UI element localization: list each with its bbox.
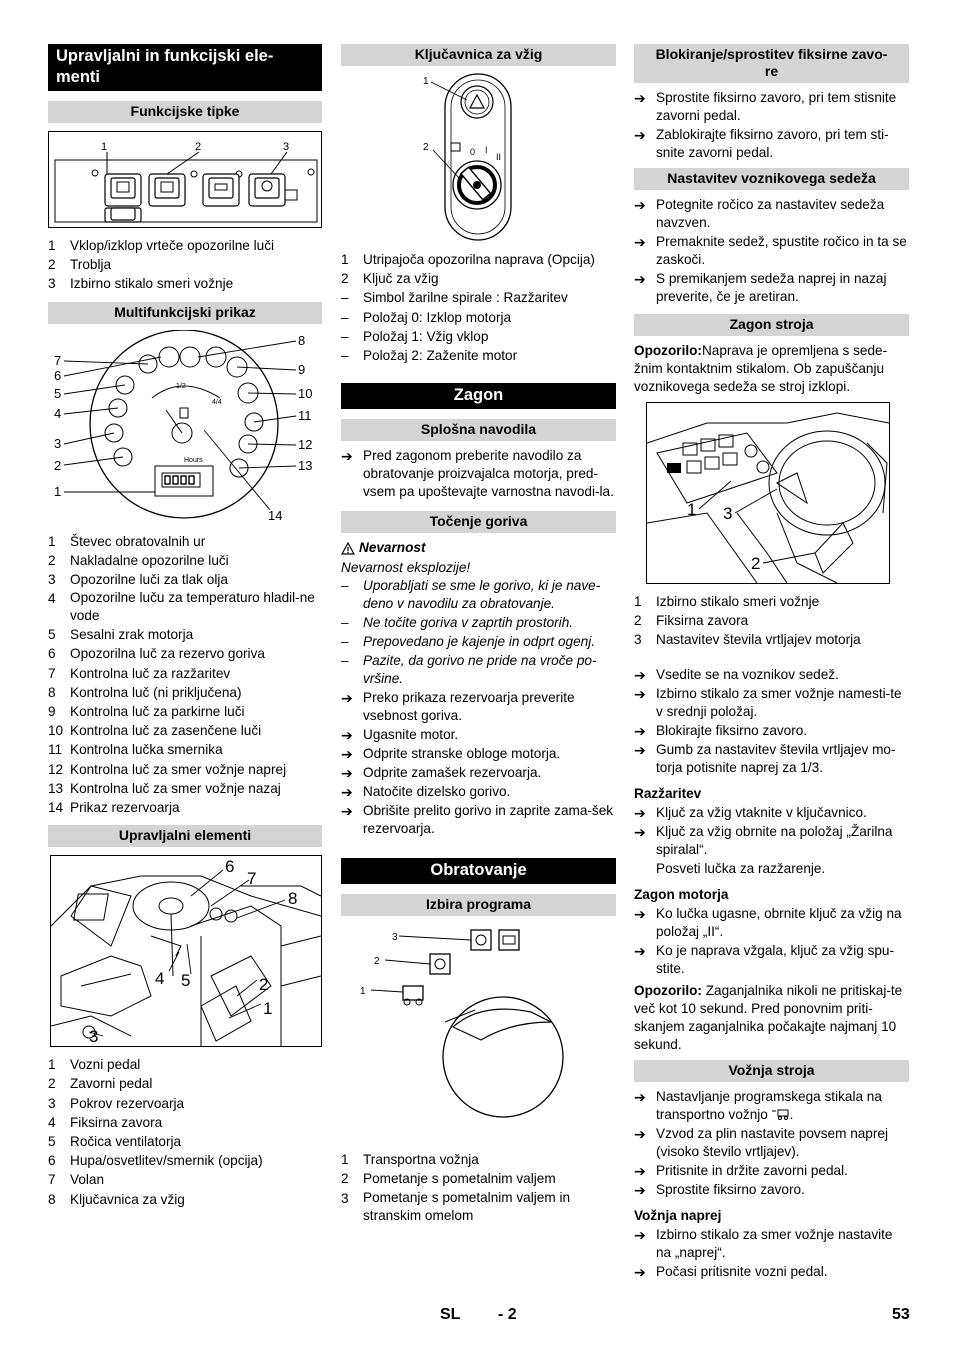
gauge-full-label: 4/4 — [212, 398, 222, 406]
arrow-right-icon: ➔ — [341, 448, 353, 465]
callout-1: 1 — [423, 76, 429, 87]
callout-9: 9 — [298, 361, 306, 377]
heading-general: Splošna navodila — [341, 419, 616, 441]
note-seat-switch: Opozorilo:Naprava je opremljena s sede-žnim kontaktnim stikalom. Ob zapuščanju voznikovega sedeža se stroj izklopi. — [634, 343, 888, 394]
arrow-right-icon: ➔ — [634, 90, 646, 106]
callout-13: 13 — [298, 457, 313, 473]
callout-6: 6 — [225, 857, 235, 877]
arrow-right-icon: ➔ — [634, 234, 646, 250]
arrow-right-icon: ➔ — [634, 1088, 646, 1105]
figure-ignition — [341, 70, 616, 242]
multi-display-illustration — [48, 330, 322, 524]
callout-6: 6 — [54, 367, 62, 383]
label-forward: Vožnja naprej — [634, 1207, 722, 1223]
callout-2: 2 — [751, 554, 761, 573]
note-starter: Opozorilo: Zaganjalnika nikoli ne pritiskaj-te več kot 10 sekund. Pred ponovnim priti-skanjem zaganjalnika počakajte najmanj 10 sekund. — [634, 982, 903, 1052]
callout-2: 2 — [195, 141, 202, 153]
callout-12: 12 — [298, 436, 313, 452]
heading-seat: Nastavitev voznikovega sedeža — [634, 168, 909, 190]
callout-7: 7 — [54, 352, 62, 368]
callout-2: 2 — [423, 142, 429, 153]
callout-8: 8 — [288, 889, 298, 909]
hours-label: Hours — [184, 456, 203, 464]
multi-display-list: 1 Števec obratovalnih ur 2 Nakladalne opozorilne luči 3 Opozorilne luči za tlak olja 4 Opozorilne luču za temperaturo hladil-ne vode 5 Sesalni zrak motorja 6 Opozorilna luč za rezervo goriva 7 Kontrolna luč za razžaritev 8 Kontrolna luč (ni priključena) 9 Kontrolna luč za parkirne luči 10 Kontrolna luč za zasenčene luči 11 Kontrolna lučka smernika 12 Kontrolna luč za smer vožnje naprej 13 Kontrolna luč za smer vožnje nazaj 14 Prikaz rezervoarja — [48, 533, 315, 816]
arrow-right-icon: ➔ — [634, 127, 646, 143]
arrow-right-icon: ➔ — [341, 803, 353, 820]
column-2 — [341, 44, 616, 1225]
label-engine-start: Zagon motorja — [634, 886, 729, 902]
transport-drive-icon — [772, 1109, 790, 1120]
callout-2: 2 — [54, 457, 62, 473]
danger-title: Nevarnost — [341, 539, 616, 557]
step: ➔ Pred zagonom preberite navodilo za obratovanje proizvajalca motorja, pred-vsem pa upoštevajte varnostna navodi-la. — [341, 448, 614, 500]
key-position-1: I — [485, 145, 488, 155]
function-keys-list: 1 Vklop/izklop vrteče opozorilne luči 2 Troblja 3 Izbirno stikalo smeri vožnje — [48, 238, 275, 292]
section-title-operation: Obratovanje — [341, 858, 616, 884]
arrow-right-icon: ➔ — [634, 1263, 646, 1280]
arrow-right-icon: ➔ — [634, 1226, 646, 1243]
function-keys-illustration — [49, 132, 321, 227]
key-position-2: II — [496, 152, 502, 162]
program-selector-illustration — [341, 922, 616, 1142]
callout-3: 3 — [54, 435, 62, 451]
arrow-right-icon: ➔ — [341, 727, 353, 744]
callout-8: 8 — [298, 332, 306, 348]
heading-driving: Vožnja stroja — [634, 1060, 909, 1082]
arrow-right-icon: ➔ — [341, 784, 353, 801]
arrow-right-icon: ➔ — [634, 1125, 646, 1142]
label-preheat: Razžaritev — [634, 785, 702, 801]
key-position-0: 0 — [470, 147, 476, 157]
heading-ignition: Ključavnica za vžig — [341, 44, 616, 66]
column-3: Blokiranje/sprostitev fiksirne zavo- re ➔ Sprostite fiksirno zavoro, pri tem stisnite zavorni pedal. ➔ Zablokirajte fiksirno zavoro, pri tem sti-snite zavorni pedal. Nastavitev voznikovega sedeža ➔ Potegnite ročico za nastavitev sedeža navzven. ➔ Premaknite sedež, spustite ročico in ta se zaskoči. ➔ S premikanjem sedeža naprej in nazaj preverite, če je aretiran. Zagon stroja Opozorilo:Naprava je opremljena s sede-žnim kontaktnim stikalom. Ob zapuščanju voznikovega sedeža se stroj izklopi. 1 3 2 1 Izbirno stikalo smeri vožnje 2 Fiksirna zavora 3 Nastavitev števila vrtljajev motorja ➔ Vsedite se na voznikov sedež. ➔ Izbirno stikalo za smer vožnje namesti-te v srednji položaj. ➔ Blokirajte fiksirno zavoro. ➔ Gumb za nastavitev števila vrtljajev mo-torja potisnite naprej za 1/3. Razžaritev ➔ Ključ za vžig vtaknite v ključavnico. ➔ Ključ za vžig obrnite na položaj „Žarilna spiralal“. Posveti lučka za razžarenje. Zagon motorja ➔ Ko lučka ugasne, obrnite ključ za vžig na položaj „II“. ➔ Ko je naprava vžgala, ključ za vžig spu-stite. Opozorilo: Zaganjalnika nikoli ne pritiskaj-te več kot 10 sekund. Pred ponovnim priti-skanjem zaganjalnika počakajte najmanj 10 sekund. Vožnja stroja ➔ Nastavljanje programskega stikala na transportno vožnjo . ➔ Vzvod za plin nastavite povsem naprej (visoko število vrtljajev). ➔ Pritisnite in držite zavorni pedal. ➔ Sprostite fiksirno zavoro. Vožnja naprej ➔ Izbirno stikalo za smer vožnje nastavite na „naprej“. ➔ Počasi pritisnite vozni pedal. — [634, 44, 909, 1282]
warning-triangle-icon — [341, 542, 355, 555]
callout-1: 1 — [360, 986, 366, 998]
heading-control-elements: Upravljalni elementi — [48, 825, 322, 847]
arrow-right-icon: ➔ — [634, 905, 646, 922]
arrow-right-icon: ➔ — [634, 197, 646, 213]
callout-1: 1 — [687, 500, 697, 519]
section-title-start: Zagon — [341, 383, 616, 409]
preheat-note: Posveti lučka za razžarenje. — [656, 860, 826, 876]
callout-7: 7 — [247, 869, 257, 889]
heading-program: Izbira programa — [341, 894, 616, 916]
heading-function-keys: Funkcijske tipke — [48, 101, 322, 123]
callout-10: 10 — [298, 385, 313, 401]
ignition-list: 1 Utripajoča opozorilna naprava (Opcija) 2 Ključ za vžig – Simbol žarilne spirale : Razžaritev – Položaj 0: Izklop motorja – Položaj 1: Vžig vklop – Položaj 2: Zaženite motor — [341, 252, 595, 364]
control-elements-illustration — [51, 856, 321, 1046]
danger-subtitle: Nevarnost eksplozije! — [341, 560, 471, 576]
ignition-illustration — [341, 70, 616, 242]
footer-subpage: - 2 — [498, 1306, 517, 1323]
footer-page-number: 53 — [892, 1306, 910, 1323]
arrow-right-icon: ➔ — [634, 666, 646, 683]
arrow-right-icon: ➔ — [634, 1181, 646, 1198]
arrow-right-icon: ➔ — [634, 271, 646, 287]
program-list: 1 Transportna vožnja 2 Pometanje s pometalnim valjem 3 Pometanje s pometalnim valjem in stranskim omelom — [341, 1152, 571, 1223]
figure-program — [341, 922, 616, 1142]
figure-multi-display — [48, 330, 322, 524]
callout-2: 2 — [259, 975, 269, 995]
callout-1: 1 — [101, 141, 108, 153]
footer-language: SL — [440, 1306, 461, 1323]
machine-start-list: 1 Izbirno stikalo smeri vožnje 2 Fiksirna zavora 3 Nastavitev števila vrtljajev motorja — [634, 594, 861, 648]
callout-11: 11 — [298, 407, 312, 423]
callout-5: 5 — [54, 385, 62, 401]
arrow-right-icon: ➔ — [634, 823, 646, 840]
callout-3: 3 — [723, 504, 733, 523]
control-elements-list: 1 Vozni pedal 2 Zavorni pedal 3 Pokrov rezervoarja 4 Fiksirna zavora 5 Ročica ventilatorja 6 Hupa/osvetlitev/smernik (opcija) 7 Volan 8 Ključavnica za vžig — [48, 1057, 263, 1207]
callout-1: 1 — [54, 483, 62, 499]
arrow-right-icon: ➔ — [341, 765, 353, 782]
figure-function-keys — [48, 131, 322, 228]
callout-14: 14 — [268, 507, 283, 523]
section-title-controls: Upravljalni in funkcijski ele- menti — [48, 44, 322, 91]
callout-3: 3 — [283, 141, 290, 153]
arrow-right-icon: ➔ — [634, 804, 646, 821]
heading-fuel: Točenje goriva — [341, 511, 616, 533]
arrow-right-icon: ➔ — [634, 942, 646, 959]
figure-control-elements — [50, 855, 322, 1047]
arrow-right-icon: ➔ — [634, 1162, 646, 1179]
arrow-right-icon: ➔ — [634, 722, 646, 739]
callout-1: 1 — [263, 999, 273, 1019]
heading-brake: Blokiranje/sprostitev fiksirne zavo- re — [634, 44, 909, 83]
fuel-steps: ➔ Preko prikaza rezervoarja preverite vsebnost goriva. ➔ Ugasnite motor. ➔ Odprite stranske obloge motorja. ➔ Odprite zamašek rezervoarja. ➔ Natočite dizelsko gorivo. ➔ Obrišite prelito gorivo in zaprite zama-šek rezervoarja. — [341, 690, 614, 837]
callout-3: 3 — [89, 1027, 99, 1047]
gauge-half-label: 1/2 — [176, 382, 186, 390]
machine-start-illustration — [647, 403, 889, 583]
column-1 — [48, 44, 322, 1209]
figure-machine-start — [646, 402, 890, 584]
heading-machine-start: Zagon stroja — [634, 314, 909, 336]
callout-2: 2 — [374, 956, 380, 968]
arrow-right-icon: ➔ — [634, 741, 646, 758]
callout-4: 4 — [54, 405, 62, 421]
callout-4: 4 — [155, 969, 165, 989]
callout-5: 5 — [181, 971, 191, 991]
arrow-right-icon: ➔ — [341, 746, 353, 763]
heading-multi-display: Multifunkcijski prikaz — [48, 302, 322, 324]
danger-list: – Uporabljati se sme le gorivo, ki je nave-deno v navodilu za obratovanje. – Ne točite goriva v zaprtih prostorih. – Prepovedano je kajenje in odprt ogenj. – Pazite, da gorivo ne pride na vroče po-vršine. — [341, 578, 601, 687]
arrow-right-icon: ➔ — [634, 685, 646, 702]
callout-3: 3 — [392, 932, 398, 944]
arrow-right-icon: ➔ — [341, 690, 353, 707]
